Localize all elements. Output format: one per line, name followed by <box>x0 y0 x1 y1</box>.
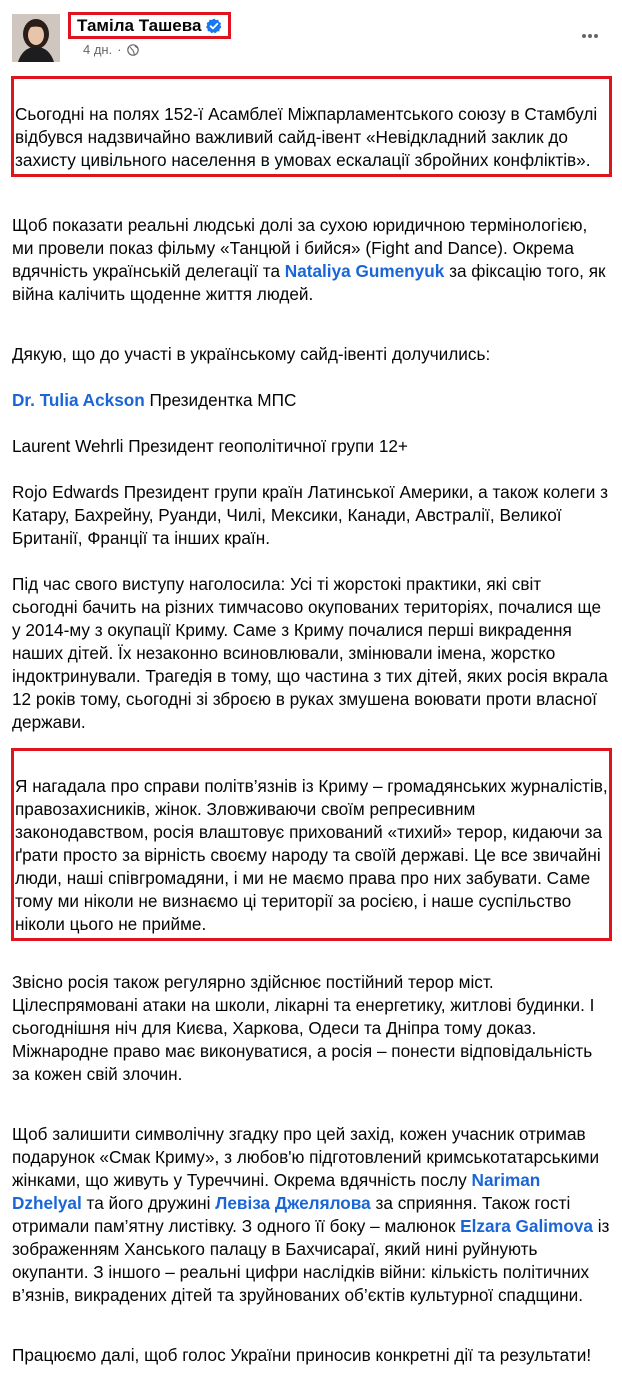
meta-separator: · <box>117 42 122 57</box>
paragraph-text: Щоб показати реальні людські долі за сухою юридичною термінологією, ми провели показ фільму «Танцюй і бийся» (Fight and Dance). Окрема вдячність українській делегації та <box>12 215 588 281</box>
paragraph-text: за сприяння. Також гості отримали пам’ятну листівку. З одного її боку – малюнок <box>12 1193 571 1236</box>
mention-link[interactable]: Nariman Dzhelyal <box>12 1170 541 1213</box>
post-header <box>12 12 610 66</box>
mention-link[interactable]: Elzara Galimova <box>460 1216 593 1236</box>
post-meta <box>83 42 139 57</box>
more-options-button[interactable] <box>572 18 608 54</box>
paragraph-text: Laurent Wehrli Президент геополітичної групи 12+ <box>12 436 408 456</box>
paragraph-text: Звісно росія також регулярно здійснює постійний терор міст. Цілеспрямовані атаки на школи, лікарні та енергетику, житлові будинки. І сьогоднішня ніч для Києва, Харкова, Одеси та Дніпра тому доказ. Міжнародне право має виконуватися, а росія – понести відповідальність за кожен свій злочин. <box>12 972 595 1084</box>
paragraph-line <box>12 366 610 412</box>
paragraph-thanks <box>12 320 610 366</box>
more-options-icon <box>580 26 600 46</box>
paragraph-text: за фіксацію того, як війна калічить щоденне життя людей. <box>12 261 606 304</box>
paragraph-text: Я нагадала про справи політв’язнів із Криму – громадянських журналістів, правозахисників, жінок. Зловживаючи своїм репресивним законодавством, росія влаштовує прихований «тихий» терор, кидаючи за ґрати просто за вірність своєму народу та своїй державі. Це все звичайні люди, наші співгромадяни, і ми не маємо права про них забувати. Саме тому ми ніколи не визнаємо ці території за росією, і наше суспільство ніколи цього не прийме. <box>15 776 608 934</box>
highlighted-paragraph-intro <box>11 76 612 177</box>
post-time[interactable]: 4 дн. <box>83 42 113 57</box>
paragraph-text: Щоб залишити символічну згадку про цей захід, кожен учасник отримав подарунок «Смак Криму», з любов'ю підготовлений кримськотатарськими жінками, що живуть у Туреччині. Окрема вдячність послу <box>12 1124 600 1190</box>
paragraph-closing <box>12 1321 610 1367</box>
paragraph-text: Rojo Edwards Президент групи країн Латинської Америки, а також колеги з Катару, Бахрейну, Руанди, Чилі, Мексики, Канади, Австралії, Великої Британії, Франції та інших країн. <box>12 482 609 548</box>
post-body <box>12 76 610 1381</box>
mention-link[interactable]: Левіза Джелялова <box>215 1193 371 1213</box>
paragraph-text: Сьогодні на полях 152-ї Асамблеї Міжпарламентського союзу в Стамбулі відбувся надзвичайно важливий сайд-івент «Невідкладний заклик до захисту цивільного населення в умовах ескалації збройних конфліктів». <box>15 104 598 170</box>
avatar-image <box>12 14 60 62</box>
paragraph-line <box>12 458 610 550</box>
paragraph-text: та його дружині <box>81 1193 216 1213</box>
highlighted-paragraph-prisoners <box>11 748 612 941</box>
mention-link[interactable]: Nataliya Gumenyuk <box>284 261 445 281</box>
globe-icon[interactable] <box>127 44 139 56</box>
verified-badge-icon <box>206 18 222 34</box>
avatar[interactable] <box>12 14 60 62</box>
author-name[interactable]: Таміла Ташева <box>77 16 202 35</box>
paragraph-line <box>12 412 610 458</box>
paragraph-text: Президентка МПС <box>144 390 297 410</box>
author-highlight-box <box>68 12 231 39</box>
paragraph-text: Дякую, що до участі в українському сайд-івенті долучились: <box>12 344 491 364</box>
paragraph-text: Працюємо далі, щоб голос України приносив конкретні дії та результати! <box>12 1345 592 1365</box>
paragraph-film <box>12 191 610 306</box>
paragraph-gifts <box>12 1100 610 1307</box>
paragraph-text: Під час свого виступу наголосила: Усі ті жорстокі практики, які світ сьогодні бачить на різних тимчасово окупованих територіях, почалися ще у 2014-му з окупації Криму. Саме з Криму почалися перші викрадення наших дітей. Їх незаконно всиновлювали, змінювали імена, жорстко індоктринували. Трагедія в тому, що частина з тих дітей, яких росія вкрала 12 років тому, сьогодні зі зброєю в руках змушена воювати проти власної держави. <box>12 574 608 732</box>
paragraph-text: із зображенням Ханського палацу в Бахчисараї, який нині руйнують окупанти. З іншого – реальні цифри наслідків війни: кількість політичних в’язнів, викрадених дітей та зруйнованих об’єктів культурної спадщини. <box>12 1216 610 1305</box>
mention-link[interactable]: Dr. Tulia Ackson <box>12 390 145 410</box>
paragraph-speech <box>12 550 610 734</box>
paragraph-terror <box>12 948 610 1086</box>
